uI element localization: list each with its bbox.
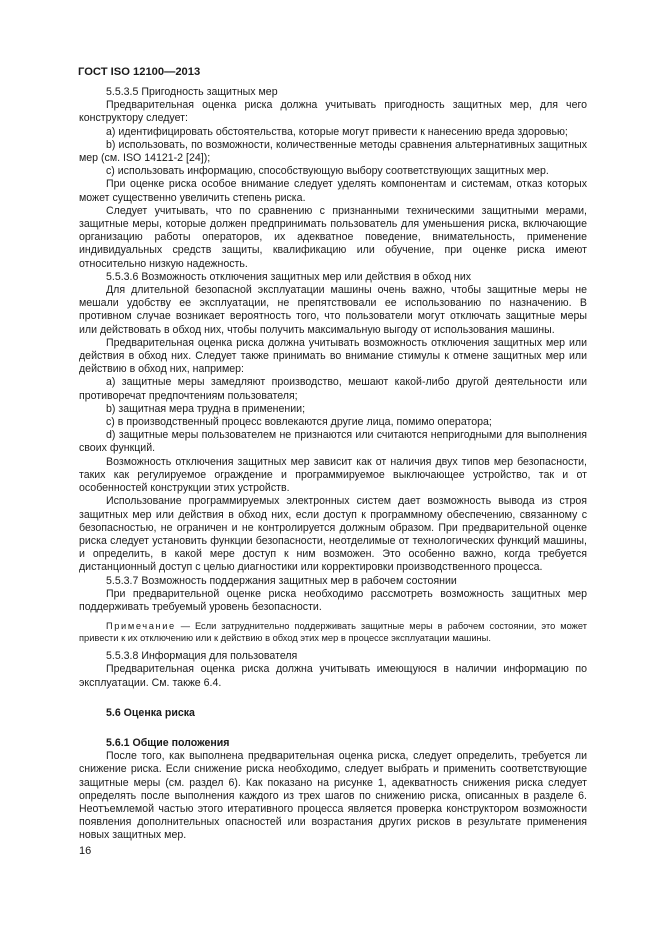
subsection-heading-5-5-3-5: 5.5.3.5 Пригодность защитных мер [106, 86, 278, 98]
paragraph: Предварительная оценка риска должна учитывать пригодность защитных мер, для чего конструктору следует: [79, 99, 587, 125]
page-body [79, 86, 587, 843]
paragraph: Возможность отключения защитных мер зависит как от наличия двух типов мер безопасности, таких как регулируемое ограждение и программируемое выключающее устройство, так и от особенностей конструкции этих устройств. [79, 455, 587, 495]
paragraph: При предварительной оценке риска необходимо рассмотреть возможность защитных мер поддерживать требуемый уровень безопасности. [79, 587, 587, 613]
list-item-d: d) защитные меры пользователем не признаются или считаются непригодными для выполнения своих функций. [79, 429, 587, 455]
paragraph: После того, как выполнена предварительная оценка риска, следует определить, требуется ли снижение риска. Если снижение риска необходимо, следует выбрать и применить соответствующие защитные меры (см. раздел 6). Как показано на рисунке 1, адекватность снижения риска следует определять после выполнения каждого из трех шагов по снижению риска, описанных в разделе 6. Неотъемлемой частью этого итеративного процесса является проверка конструктором возможности появления дополнительных опасностей или возрастания других рисков в результате применения новых защитных мер. [79, 750, 587, 842]
paragraph: Использование программируемых электронных систем дает возможность вывода из строя защитных мер или действия в обход них, если доступ к программному обеспечению, связанному с безопасностью, не ограничен и не контролируется должным образом. При предварительной оценке риска следует установить функции безопасности, неотделимые от технологических функций машины, и определить, в какой мере доступ к ним возможен. Это особенно важно, когда требуется дистанционный доступ с целью диагностики или корректировки производственного процесса. [79, 495, 587, 574]
spacer [79, 720, 587, 737]
subsection-heading-5-5-3-7: 5.5.3.7 Возможность поддержания защитных мер в рабочем состоянии [106, 574, 457, 587]
paragraph: Предварительная оценка риска должна учитывать имеющуюся в наличии информацию по эксплуатации. См. также 6.4. [79, 663, 587, 689]
list-item-b: b) использовать, по возможности, количественные методы сравнения альтернативных защитных мер (см. ISO 14121-2 [24]); [79, 138, 587, 165]
paragraph: Следует учитывать, что по сравнению с признанными техническими защитными мерами, защитные меры, которые должен предпринимать пользователь для уменьшения риска, включающие организацию работы операторов, их адекватное поведение, внимательность, применение индивидуальных средств защиты, квалификацию или обучение, при оценке риска имеют относительно низкую надежность. [79, 204, 587, 270]
section-heading-5-6-1: 5.6.1 Общие положения [106, 736, 230, 749]
list-item-b: b) защитная мера трудна в применении; [106, 402, 306, 415]
list-item-c: c) использовать информацию, способствующую выбору соответствующих защитных мер. [106, 165, 549, 178]
note-label: Примечание [106, 621, 176, 632]
page-number: 16 [79, 845, 92, 857]
subsection-heading-5-5-3-8: 5.5.3.8 Информация для пользователя [106, 650, 298, 663]
subsection-heading-5-5-3-6: 5.5.3.6 Возможность отключения защитных мер или действия в обход них [106, 270, 472, 283]
list-item-a: а) идентифицировать обстоятельства, которые могут привести к нанесению вреда здоровью; [106, 125, 568, 138]
paragraph: Предварительная оценка риска должна учитывать возможность отключения защитных мер или действия в обход них. Следует также принимать во внимание стимулы к отмене защитных мер или действию в обход них, например: [79, 336, 587, 376]
section-heading-5-6: 5.6 Оценка риска [106, 706, 195, 719]
list-item-a: а) защитные меры замедляют производство, мешают какой-либо другой деятельности или противоречат предпочтениям пользователя; [79, 376, 587, 402]
paragraph: Для длительной безопасной эксплуатации машины очень важно, чтобы защитные меры не мешали удобству ее эксплуатации, не препятствовали ее использованию по назначению. В противном случае возникает вероятность того, что пользователи могут отключать защитные меры или действовать в обход них, чтобы получить максимальную выгоду от использования машины. [79, 284, 587, 336]
running-header: ГОСТ ISO 12100—2013 [78, 66, 201, 78]
paragraph: При оценке риска особое внимание следует уделять компонентам и системам, отказ которых может существенно увеличить степень риска. [79, 178, 587, 204]
spacer [79, 690, 587, 707]
note [79, 620, 587, 644]
note-text: — Если затруднительно поддерживать защитные меры в рабочем состоянии, это может привести к их отключению или к действию в обход этих мер в процессе эксплуатации машины. [79, 621, 587, 644]
list-item-c: c) в производственный процесс вовлекаются другие лица, помимо оператора; [106, 416, 492, 429]
